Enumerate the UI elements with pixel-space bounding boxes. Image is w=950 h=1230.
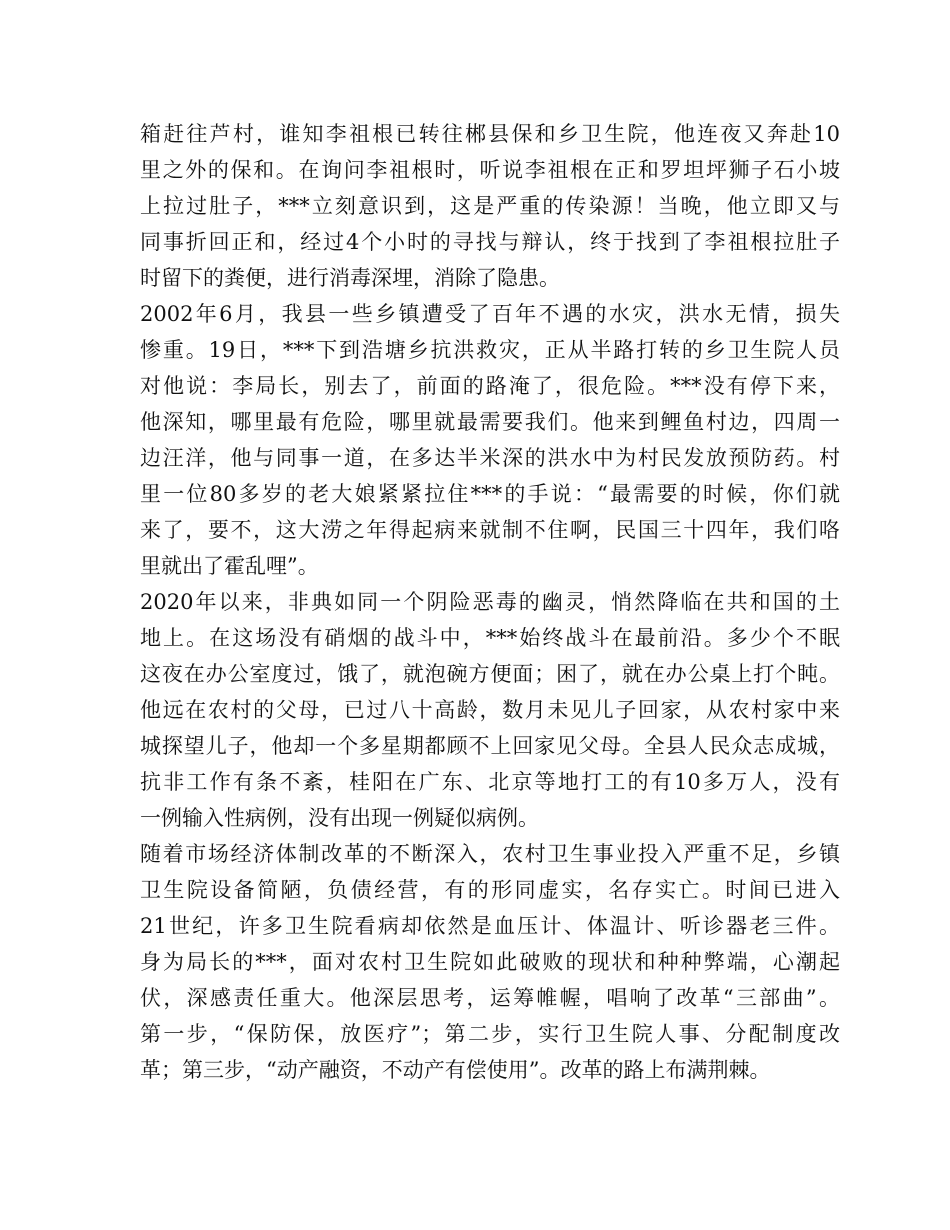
text-line: 边汪洋，他与同事一道，在多达半米深的洪水中为村民发放预防药。村	[140, 446, 840, 470]
text-line: 他远在农村的父母，已过八十高龄，数月未见儿子回家，从农村家中来	[140, 698, 840, 722]
body-text	[140, 116, 840, 1088]
text-line: 同事折回正和，经过4个小时的寻找与辩认，终于找到了李祖根拉肚子	[140, 230, 840, 254]
text-line: 身为局长的***，面对农村卫生院如此破败的现状和种种弊端，心潮起	[140, 950, 840, 974]
text-line: 2020年以来，非典如同一个阴险恶毒的幽灵，悄然降临在共和国的土	[140, 590, 840, 614]
text-line: 时留下的粪便，进行消毒深埋，消除了隐患。	[140, 266, 560, 290]
text-line: 革；第三步，“动产融资，不动产有偿使用”。改革的路上布满荆棘。	[140, 1058, 771, 1082]
text-line: 抗非工作有条不紊，桂阳在广东、北京等地打工的有10多万人，没有	[140, 770, 840, 794]
text-line: 里之外的保和。在询问李祖根时，听说李祖根在正和罗坦坪狮子石小坡	[140, 158, 840, 182]
text-line: 里就出了霍乱哩”。	[140, 554, 319, 578]
text-line: 上拉过肚子，***立刻意识到，这是严重的传染源！当晚，他立即又与	[140, 194, 840, 218]
text-line: 地上。在这场没有硝烟的战斗中，***始终战斗在最前沿。多少个不眠	[140, 626, 840, 650]
text-line: 来了，要不，这大涝之年得起病来就制不住啊，民国三十四年，我们咯	[140, 518, 840, 542]
text-line: 卫生院设备简陋，负债经营，有的形同虚实，名存实亡。时间已进入	[140, 878, 840, 902]
text-line: 第一步，“保防保，放医疗”；第二步，实行卫生院人事、分配制度改	[140, 1022, 840, 1046]
text-line: 21世纪，许多卫生院看病却依然是血压计、体温计、听诊器老三件。	[140, 914, 840, 938]
text-line: 伏，深感责任重大。他深层思考，运筹帷幄，唱响了改革“三部曲”。	[140, 986, 840, 1010]
text-line: 2002年6月，我县一些乡镇遭受了百年不遇的水灾，洪水无情，损失	[140, 302, 840, 326]
text-line: 惨重。19日，***下到浩塘乡抗洪救灾，正从半路打转的乡卫生院人员	[140, 338, 840, 362]
text-line: 一例输入性病例，没有出现一例疑似病例。	[140, 806, 539, 830]
text-line: 箱赶往芦村，谁知李祖根已转往郴县保和乡卫生院，他连夜又奔赴10	[140, 122, 840, 146]
text-line: 这夜在办公室度过，饿了，就泡碗方便面；困了，就在办公桌上打个盹。	[140, 662, 840, 686]
text-line: 城探望儿子，他却一个多星期都顾不上回家见父母。全县人民众志成城，	[140, 734, 840, 758]
text-line: 对他说：李局长，别去了，前面的路淹了，很危险。***没有停下来，	[140, 374, 840, 398]
text-line: 随着市场经济体制改革的不断深入，农村卫生事业投入严重不足，乡镇	[140, 842, 840, 866]
text-line: 他深知，哪里最有危险，哪里就最需要我们。他来到鲤鱼村边，四周一	[140, 410, 840, 434]
text-line: 里一位80多岁的老大娘紧紧拉住***的手说：“最需要的时候，你们就	[140, 482, 840, 506]
